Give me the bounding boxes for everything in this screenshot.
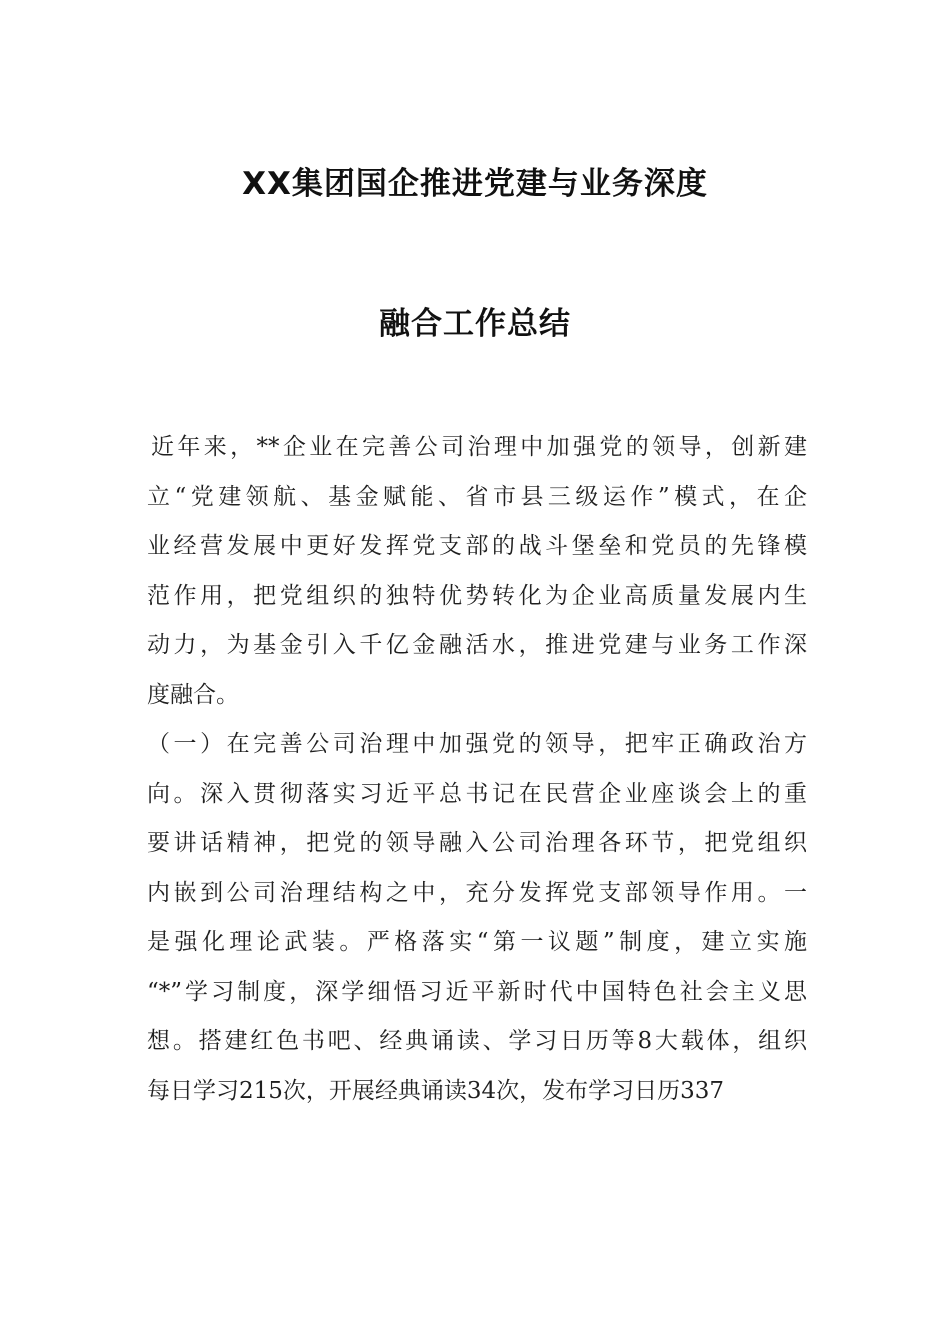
paragraph-line: 内嵌到公司治理结构之中，充分发挥党支部领导作用。一	[147, 879, 807, 906]
document-title-line-2: 融合工作总结	[379, 306, 571, 342]
paragraph-line: 向。深入贯彻落实习近平总书记在民营企业座谈会上的重	[147, 780, 807, 807]
document-title-line-1: XX集团国企推进党建与业务深度	[242, 166, 708, 202]
paragraph-line: “*”学习制度，深学细悟习近平新时代中国特色社会主义思	[147, 978, 807, 1005]
paragraph-line: （一）在完善公司治理中加强党的领导，把牢正确政治方	[147, 731, 807, 757]
paragraph-line: 动力，为基金引入千亿金融活水，推进党建与业务工作深	[147, 632, 807, 658]
paragraph-line: 近年来，**企业在完善公司治理中加强党的领导，创新建	[151, 434, 807, 460]
paragraph-line: 要讲话精神，把党的领导融入公司治理各环节，把党组织	[147, 830, 807, 856]
paragraph-line: 是强化理论武装。严格落实“第一议题”制度，建立实施	[147, 929, 807, 955]
paragraph-intro	[147, 423, 807, 720]
paragraph-line: 业经营发展中更好发挥党支部的战斗堡垒和党员的先锋模	[147, 533, 807, 559]
paragraph-line: 立“党建领航、基金赋能、省市县三级运作”模式，在企	[147, 483, 807, 510]
paragraph-line: 范作用，把党组织的独特优势转化为企业高质量发展内生	[147, 582, 807, 609]
paragraph-line: 每日学习215次，开展经典诵读34次，发布学习日历337	[147, 1077, 725, 1104]
paragraph-line: 想。搭建红色书吧、经典诵读、学习日历等8大载体，组织	[147, 1028, 807, 1054]
paragraph-line: 度融合。	[147, 681, 239, 708]
paragraph-section-one	[147, 720, 807, 1116]
